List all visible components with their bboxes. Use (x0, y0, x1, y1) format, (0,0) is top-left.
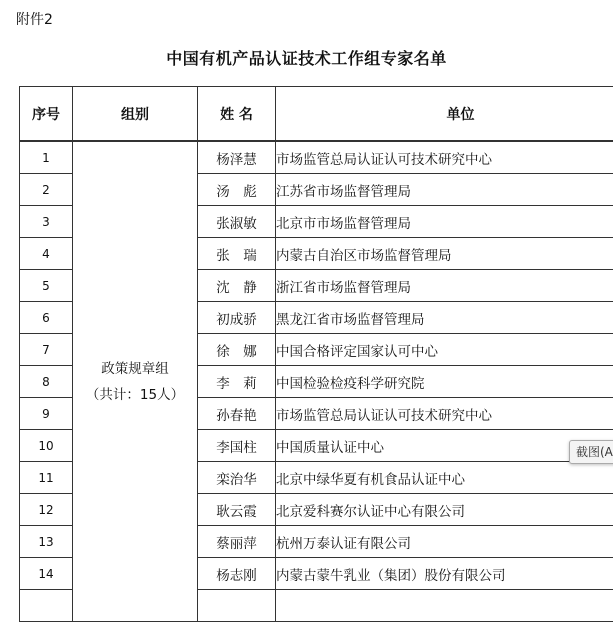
row-number: 3 (20, 206, 73, 238)
row-number: 8 (20, 366, 73, 398)
header-no: 序号 (20, 87, 73, 142)
row-number: 9 (20, 398, 73, 430)
expert-unit: 北京爱科赛尔认证中心有限公司 (276, 494, 613, 526)
expert-unit: 北京中绿华夏有机食品认证中心 (276, 462, 613, 494)
row-number (20, 590, 73, 622)
expert-name: 栾治华 (198, 462, 276, 494)
attachment-label: 附件2 (16, 9, 53, 29)
row-number: 11 (20, 462, 73, 494)
row-number: 7 (20, 334, 73, 366)
expert-table (19, 86, 613, 622)
expert-name: 蔡丽萍 (198, 526, 276, 558)
table-row (20, 141, 613, 174)
screenshot-tooltip: 截图(A (569, 440, 613, 464)
expert-unit: 北京市市场监督管理局 (276, 206, 613, 238)
expert-name: 沈 静 (198, 270, 276, 302)
expert-unit: 中国合格评定国家认可中心 (276, 334, 613, 366)
expert-name: 李国柱 (198, 430, 276, 462)
expert-unit: 市场监管总局认证认可技术研究中心 (276, 398, 613, 430)
expert-name: 耿云霞 (198, 494, 276, 526)
row-number: 13 (20, 526, 73, 558)
expert-name (198, 590, 276, 622)
expert-name: 张 瑞 (198, 238, 276, 270)
document-title: 中国有机产品认证技术工作组专家名单 (0, 46, 613, 69)
expert-unit: 江苏省市场监督管理局 (276, 174, 613, 206)
expert-name: 张淑敏 (198, 206, 276, 238)
expert-unit (276, 590, 613, 622)
row-number: 12 (20, 494, 73, 526)
expert-name: 初成骄 (198, 302, 276, 334)
expert-name: 杨泽慧 (198, 141, 276, 174)
group-cell (73, 141, 198, 622)
row-number: 10 (20, 430, 73, 462)
expert-unit: 黑龙江省市场监督管理局 (276, 302, 613, 334)
row-number: 5 (20, 270, 73, 302)
row-number: 1 (20, 141, 73, 174)
row-number: 2 (20, 174, 73, 206)
expert-unit: 内蒙古蒙牛乳业（集团）股份有限公司 (276, 558, 613, 590)
header-name: 姓 名 (198, 87, 276, 142)
row-number: 4 (20, 238, 73, 270)
expert-unit: 浙江省市场监督管理局 (276, 270, 613, 302)
expert-name: 徐 娜 (198, 334, 276, 366)
header-unit: 单位 (276, 87, 613, 142)
row-number: 14 (20, 558, 73, 590)
header-group: 组别 (73, 87, 198, 142)
expert-unit: 杭州万泰认证有限公司 (276, 526, 613, 558)
group-count: （共计：15人） (73, 382, 197, 408)
expert-unit: 内蒙古自治区市场监督管理局 (276, 238, 613, 270)
expert-name: 杨志刚 (198, 558, 276, 590)
expert-unit: 中国质量认证中心 (276, 430, 613, 462)
expert-name: 汤 彪 (198, 174, 276, 206)
expert-name: 李 莉 (198, 366, 276, 398)
group-name: 政策规章组 (73, 356, 197, 382)
expert-unit: 市场监管总局认证认可技术研究中心 (276, 141, 613, 174)
table-header-row (20, 87, 613, 142)
expert-name: 孙春艳 (198, 398, 276, 430)
expert-unit: 中国检验检疫科学研究院 (276, 366, 613, 398)
row-number: 6 (20, 302, 73, 334)
